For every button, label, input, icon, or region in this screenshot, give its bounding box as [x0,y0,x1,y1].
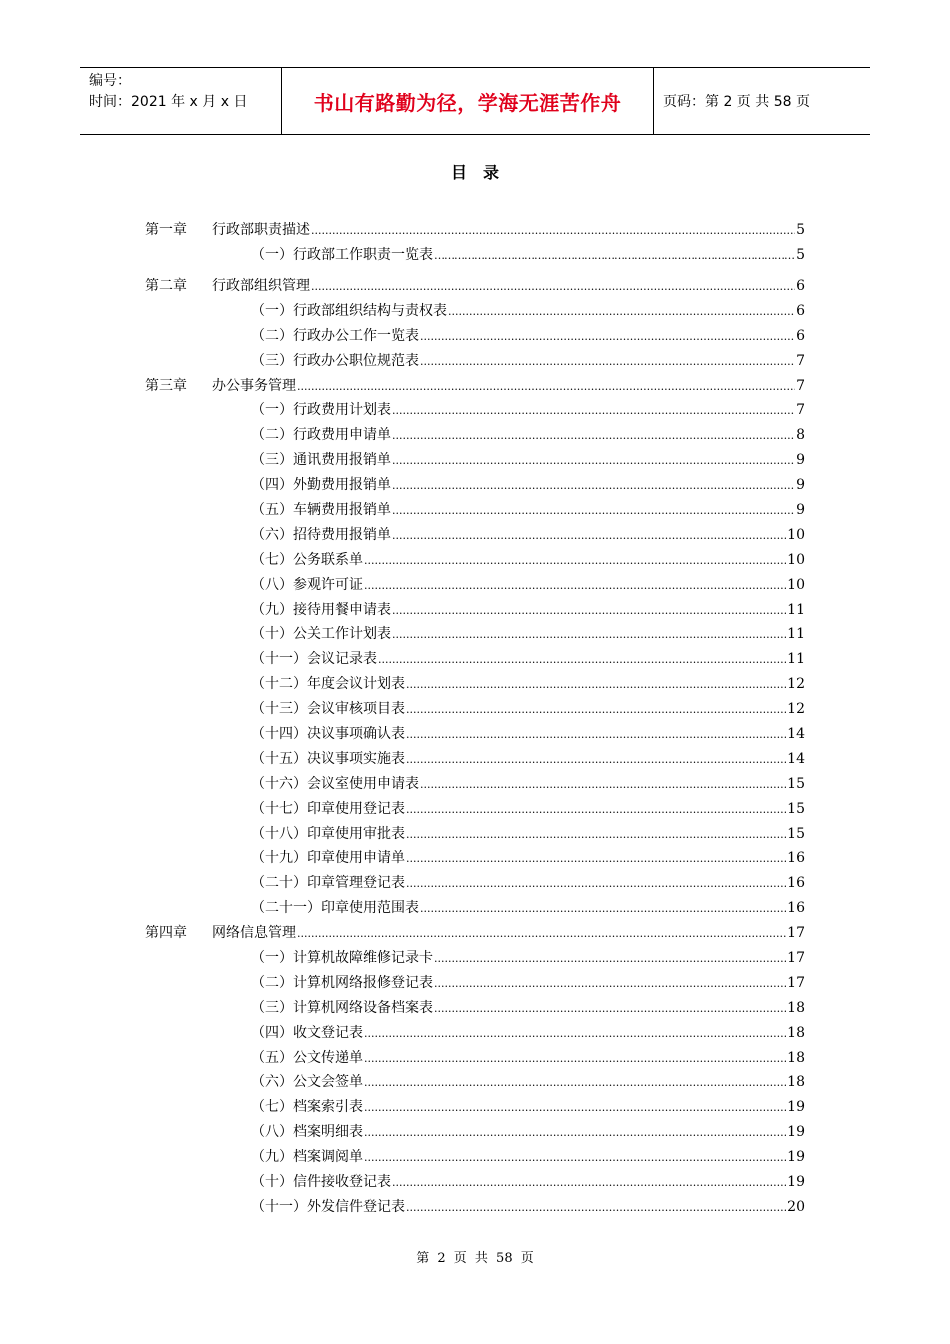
toc-entry-title: （九）接待用餐申请表 [251,601,391,618]
dot-leader [392,449,795,474]
dot-leader [406,823,786,848]
dot-leader [364,549,786,574]
toc-chapter-entry[interactable] [145,921,805,946]
toc-section-entry[interactable] [145,423,805,448]
toc-page-number: 17 [787,925,805,942]
toc-entry-title: （二十一）印章使用范围表 [251,900,419,917]
toc-entry-title: （七）档案索引表 [251,1099,363,1116]
toc-section-entry[interactable] [145,1145,805,1170]
toc-section-entry[interactable] [145,548,805,573]
dot-leader [364,1096,786,1121]
dot-leader [406,723,786,748]
toc-entry-title: （十一）外发信件登记表 [251,1198,405,1215]
dot-leader [406,673,786,698]
toc-section-entry[interactable] [145,1095,805,1120]
toc-entry-title: （十九）印章使用申请单 [251,850,405,867]
dot-leader [392,499,795,524]
toc-section-entry[interactable] [145,1046,805,1071]
dot-leader [297,922,786,947]
toc-entry-title: （五）车辆费用报销单 [251,501,391,518]
toc-section-entry[interactable] [145,996,805,1021]
toc-section-entry[interactable] [145,573,805,598]
toc-page-number: 7 [796,402,805,419]
toc-page-number: 19 [787,1174,805,1191]
toc-section-entry[interactable] [145,398,805,423]
toc-section-entry[interactable] [145,523,805,548]
toc-section-entry[interactable] [145,473,805,498]
toc-section-entry[interactable] [145,647,805,672]
dot-leader [434,997,786,1022]
dot-leader [406,748,786,773]
motto-text: 书山有路勤为径，学海无涯苦作舟 [313,90,622,115]
toc-section-entry[interactable] [145,772,805,797]
toc-entry-title: （一）行政部工作职责一览表 [251,246,433,263]
page-info: 页码：第 2 页 共 58 页 [663,94,810,110]
toc-entry-title: （十六）会议室使用申请表 [251,775,419,792]
toc-entry-title: （八）档案明细表 [251,1124,363,1141]
toc-section-entry[interactable] [145,1120,805,1145]
toc-page-number: 18 [787,1049,805,1066]
dot-leader [448,300,795,325]
toc-page-number: 9 [796,452,805,469]
toc-chapter-entry[interactable] [145,374,805,399]
toc-section-entry[interactable] [145,946,805,971]
toc-page-number: 14 [787,726,805,742]
toc-page-number: 17 [787,950,805,967]
toc-section-entry[interactable] [145,299,805,324]
toc-entry-title: （二）行政办公工作一览表 [251,327,419,344]
toc-title: 目录 [450,163,515,182]
dot-leader [420,325,795,350]
toc-entry-title: （十一）会议记录表 [251,651,377,668]
dot-leader [364,1022,786,1047]
toc-page-number: 18 [787,1074,805,1091]
toc-entry-title: （一）行政部组织结构与责权表 [251,302,447,319]
toc-entry-title: （三）计算机网络设备档案表 [251,999,433,1016]
header-motto-cell [281,68,654,134]
toc-page-number: 7 [796,377,805,394]
toc-chapter-entry[interactable] [145,218,805,243]
dot-leader [406,698,786,723]
toc-page-number: 11 [787,651,805,668]
toc-page-number: 18 [787,1024,805,1041]
dot-leader [434,947,786,972]
toc-entry-title: （七）公务联系单 [251,551,363,568]
dot-leader [392,1171,786,1196]
dot-leader [311,219,795,244]
toc-section-entry[interactable] [145,822,805,847]
toc-entry-title: （十七）印章使用登记表 [251,800,405,817]
toc-section-entry[interactable] [145,747,805,772]
dot-leader [434,972,786,997]
toc-page-number: 14 [787,750,805,767]
toc-entry-title: （十八）印章使用审批表 [251,825,405,842]
dot-leader [420,350,795,375]
serial-label: 编号： [89,73,131,89]
toc-entry-title: （三）行政办公职位规范表 [251,352,419,369]
dot-leader [364,1121,786,1146]
toc-entry-title: （十二）年度会议计划表 [251,676,405,693]
toc-page-number: 20 [787,1198,805,1215]
toc-page-number: 7 [796,352,805,369]
toc-page-number: 6 [796,277,805,294]
toc-section-entry[interactable] [145,871,805,896]
toc-page-number: 11 [787,601,805,618]
toc-entry-title: （十四）决议事项确认表 [251,726,405,742]
toc-section-entry[interactable] [145,1021,805,1046]
toc-page-number: 9 [796,501,805,518]
toc-entry-title: （九）档案调阅单 [251,1149,363,1166]
toc-entry-title: （二十）印章管理登记表 [251,875,405,892]
dot-leader [364,1047,786,1072]
dot-leader [364,574,786,599]
toc-section-entry[interactable] [145,846,805,871]
toc-entry-title: （八）参观许可证 [251,576,363,593]
table-of-contents [145,218,805,1220]
dot-leader [378,648,786,673]
toc-entry-title: （十五）决议事项实施表 [251,750,405,767]
toc-section-entry[interactable] [145,797,805,822]
dot-leader [392,399,795,424]
toc-page-number: 12 [787,676,805,693]
toc-entry-title: （二）计算机网络报修登记表 [251,974,433,991]
toc-section-entry[interactable] [145,896,805,921]
toc-page-number: 19 [787,1099,805,1116]
toc-section-entry[interactable] [145,349,805,374]
time-label: 时间：2021 年 x 月 x 日 [89,94,248,110]
toc-section-entry[interactable] [145,1170,805,1195]
dot-leader [364,1071,786,1096]
dot-leader [297,375,795,400]
toc-page-number: 9 [796,477,805,494]
toc-page-number: 19 [787,1149,805,1166]
dot-leader [392,599,786,624]
chapter-number: 第三章 [145,377,187,394]
dot-leader [406,1196,786,1221]
dot-leader [392,474,795,499]
toc-section-entry[interactable] [145,1195,805,1220]
dot-leader [392,623,786,648]
toc-page-number: 16 [787,850,805,867]
toc-entry-title: （十）信件接收登记表 [251,1174,391,1191]
toc-page-number: 15 [787,800,805,817]
toc-section-entry[interactable] [145,598,805,623]
toc-page-number: 12 [787,701,805,718]
toc-section-entry[interactable] [145,672,805,697]
toc-page-number: 17 [787,974,805,991]
header-page-cell [654,68,870,134]
page-header [80,67,870,135]
toc-section-entry[interactable] [145,722,805,747]
header-left-cell [80,68,281,134]
chapter-number: 第四章 [145,925,187,942]
toc-page-number: 6 [796,327,805,344]
dot-leader [406,798,786,823]
toc-entry-title: 办公事务管理 [212,377,296,394]
toc-page-number: 16 [787,900,805,917]
toc-page-number: 10 [787,526,805,543]
toc-entry-title: （五）公文传递单 [251,1049,363,1066]
toc-entry-title: （三）通讯费用报销单 [251,452,391,469]
toc-section-entry[interactable] [145,243,805,268]
dot-leader [406,872,786,897]
toc-section-entry[interactable] [145,1070,805,1095]
toc-entry-title: （一）计算机故障维修记录卡 [251,950,433,967]
toc-entry-title: （一）行政费用计划表 [251,402,391,419]
dot-leader [420,773,786,798]
toc-page-number: 5 [796,246,805,263]
toc-page-number: 15 [787,775,805,792]
toc-page-number: 10 [787,576,805,593]
toc-entry-title: （六）公文会签单 [251,1074,363,1091]
page-footer: 第 2 页 共 58 页 [416,1251,534,1266]
toc-entry-title: （二）行政费用申请单 [251,427,391,444]
toc-entry-title: （十）公关工作计划表 [251,626,391,643]
dot-leader [311,275,795,300]
toc-page-number: 15 [787,825,805,842]
dot-leader [392,524,786,549]
dot-leader [434,244,795,269]
toc-page-number: 19 [787,1124,805,1141]
toc-page-number: 5 [796,222,805,238]
toc-section-entry[interactable] [145,324,805,349]
toc-page-number: 10 [787,551,805,568]
toc-entry-title: （四）外勤费用报销单 [251,477,391,494]
toc-chapter-entry[interactable] [145,274,805,299]
toc-entry-title: （六）招待费用报销单 [251,526,391,543]
dot-leader [392,424,795,449]
toc-entry-title: 行政部组织管理 [212,277,310,294]
toc-section-entry[interactable] [145,697,805,722]
dot-leader [406,847,786,872]
toc-page-number: 16 [787,875,805,892]
toc-page-number: 8 [796,427,805,444]
toc-page-number: 18 [787,999,805,1016]
chapter-number: 第二章 [145,277,187,294]
toc-entry-title: （四）收文登记表 [251,1024,363,1041]
toc-entry-title: 行政部职责描述 [212,222,310,238]
toc-page-number: 11 [787,626,805,643]
toc-section-entry[interactable] [145,448,805,473]
chapter-number: 第一章 [145,222,187,238]
dot-leader [420,897,786,922]
toc-page-number: 6 [796,302,805,319]
toc-entry-title: （十三）会议审核项目表 [251,701,405,718]
toc-section-entry[interactable] [145,971,805,996]
toc-section-entry[interactable] [145,622,805,647]
dot-leader [364,1146,786,1171]
toc-entry-title: 网络信息管理 [212,925,296,942]
toc-section-entry[interactable] [145,498,805,523]
